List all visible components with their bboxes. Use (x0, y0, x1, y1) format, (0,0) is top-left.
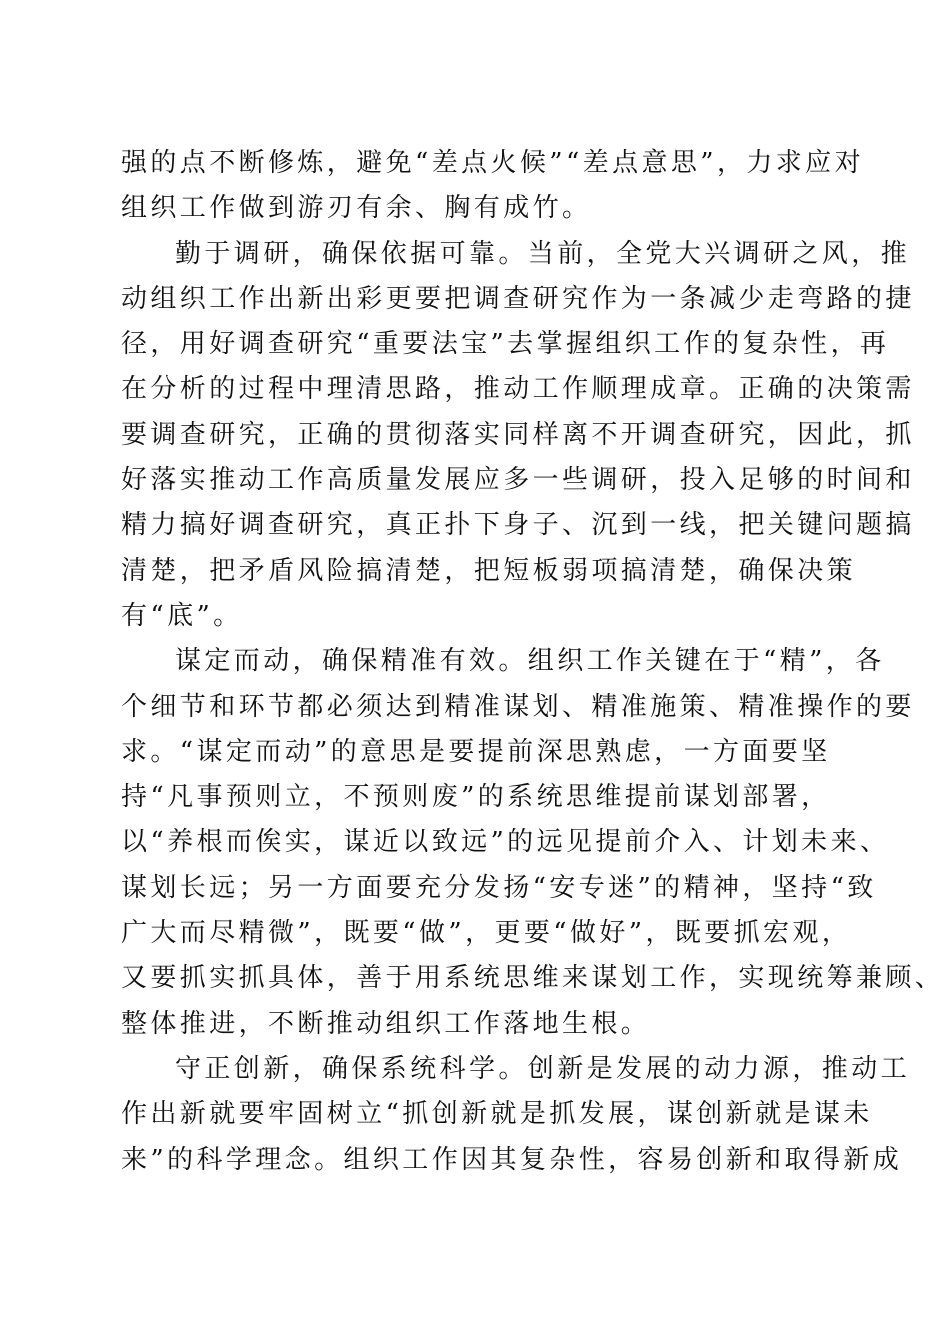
text-line-first: 谋定而动，确保精准有效。组织工作关键在于“精”，各 (175, 646, 885, 677)
text-line: 整体推进，不断推动组织工作落地生根。 (121, 1008, 651, 1039)
text-line: 来”的科学理念。组织工作因其复杂性，容易创新和取得新成 (121, 1144, 903, 1175)
text-line: 持“凡事预则立，不预则废”的系统思维提前谋划部署， (121, 782, 831, 813)
text-line: 个细节和环节都必须达到精准谋划、精准施策、精准操作的要 (121, 691, 915, 722)
text-line-first: 守正创新，确保系统科学。创新是发展的动力源，推动工 (175, 1053, 911, 1084)
text-line: 又要抓实抓具体，善于用系统思维来谋划工作，实现统筹兼顾、 (121, 963, 945, 994)
text-line: 强的点不断修炼，避免“差点火候”“差点意思”，力求应对 (121, 148, 864, 178)
paragraph-continuation (121, 141, 864, 232)
text-line: 径，用好调查研究“重要法宝”去掌握组织工作的复杂性，再 (121, 329, 890, 360)
text-line: 谋划长远；另一方面要充分发扬“安专迷”的精神，坚持“致 (121, 872, 877, 903)
text-line: 有“底”。 (121, 600, 243, 631)
paragraph-innovation (121, 1047, 911, 1183)
text-line-first: 勤于调研，确保依据可靠。当前，全党大兴调研之风，推 (175, 238, 911, 269)
text-line: 精力搞好调查研究，真正扑下身子、沉到一线，把关键问题搞 (121, 510, 915, 541)
text-line: 作出新就要牢固树立“抓创新就是抓发展，谋创新就是谋未 (121, 1099, 873, 1130)
document-body (121, 141, 945, 1183)
text-line: 组织工作做到游刃有余、胸有成竹。 (121, 193, 592, 224)
text-line: 求。“谋定而动”的意思是要提前深思熟虑，一方面要坚 (121, 736, 831, 767)
text-line: 以“养根而俟实，谋近以致远”的远见提前介入、计划未来、 (121, 827, 890, 858)
text-line: 好落实推动工作高质量发展应多一些调研，投入足够的时间和 (121, 465, 915, 496)
text-line: 广大而尽精微”，既要“做”，更要“做好”，既要抓宏观， (121, 918, 852, 949)
text-line: 清楚，把矛盾风险搞清楚，把短板弱项搞清楚，确保决策 (121, 555, 857, 586)
text-line: 在分析的过程中理清思路，推动工作顺理成章。正确的决策需 (121, 374, 915, 405)
text-line: 要调查研究，正确的贯彻落实同样离不开调查研究，因此，抓 (121, 419, 915, 450)
paragraph-planning (121, 639, 945, 1047)
paragraph-research (121, 232, 915, 640)
text-line: 动组织工作出新出彩更要把调查研究作为一条减少走弯路的捷 (121, 283, 915, 314)
